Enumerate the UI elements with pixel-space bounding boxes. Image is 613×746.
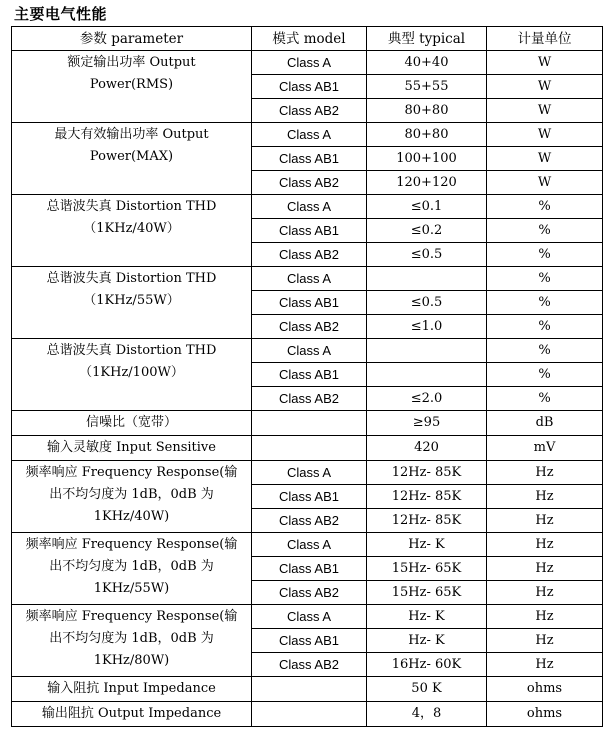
mode-cell: Class AB2 [252,315,367,339]
unit-cell: % [487,339,603,363]
mode-cell: Class AB1 [252,485,367,509]
value-cell: 15Hz- 65K [367,557,487,581]
header-unit: 计量单位 [487,27,603,51]
param-line: 额定输出功率 Output [67,55,196,70]
param-cell [12,605,252,677]
value-cell: 80+80 [367,123,487,147]
mode-cell: Class AB1 [252,147,367,171]
value-cell: Hz- K [367,629,487,653]
mode-cell: Class AB2 [252,581,367,605]
unit-cell: Hz [487,533,603,557]
param-cell [12,533,252,605]
param-cell [12,677,252,702]
unit-cell: Hz [487,461,603,485]
unit-cell: W [487,75,603,99]
param-line: （1KHz/55W） [83,293,180,308]
table-row [12,123,603,147]
param-line: （1KHz/40W） [83,221,180,236]
param-line: 最大有效输出功率 Output [54,127,209,142]
mode-cell: Class A [252,267,367,291]
value-cell: Hz- K [367,533,487,557]
param-cell [12,436,252,461]
table-row [12,195,603,219]
unit-cell: W [487,99,603,123]
mode-cell [252,677,367,702]
value-cell: ≥95 [367,411,487,436]
value-cell [367,267,487,291]
value-cell: ≤2.0 [367,387,487,411]
unit-cell: % [487,219,603,243]
param-line: 输出阻抗 Output Impedance [41,706,222,721]
param-line: Power(RMS) [89,77,174,92]
unit-cell: Hz [487,485,603,509]
unit-cell: mV [487,436,603,461]
param-line: 频率响应 Frequency Response(输 [25,465,238,480]
unit-cell: W [487,51,603,75]
param-line: Power(MAX) [89,149,174,164]
value-cell: Hz- K [367,605,487,629]
unit-cell: % [487,243,603,267]
param-line: 1KHz/40W) [93,509,170,524]
param-line: （1KHz/100W） [79,365,184,380]
unit-cell: % [487,291,603,315]
value-cell [367,339,487,363]
unit-cell: Hz [487,605,603,629]
mode-cell: Class AB1 [252,363,367,387]
unit-cell: dB [487,411,603,436]
mode-cell: Class A [252,605,367,629]
unit-cell: Hz [487,557,603,581]
mode-cell: Class A [252,123,367,147]
param-cell [12,51,252,123]
value-cell: 12Hz- 85K [367,509,487,533]
mode-cell [252,436,367,461]
value-cell: 16Hz- 60K [367,653,487,677]
param-line: 频率响应 Frequency Response(输 [25,609,238,624]
mode-cell: Class A [252,339,367,363]
value-cell [367,363,487,387]
mode-cell: Class AB2 [252,99,367,123]
value-cell: ≤0.5 [367,243,487,267]
header-model: 模式 model [252,27,367,51]
value-cell: 12Hz- 85K [367,485,487,509]
param-line: 总谐波失真 Distortion THD [46,199,217,214]
header-param: 参数 parameter [12,27,252,51]
param-cell [12,339,252,411]
param-line: 输入灵敏度 Input Sensitive [47,440,216,455]
mode-cell: Class AB1 [252,557,367,581]
mode-cell: Class AB1 [252,75,367,99]
value-cell: ≤0.5 [367,291,487,315]
value-cell: 100+100 [367,147,487,171]
header-row [12,27,603,51]
unit-cell: W [487,123,603,147]
unit-cell: % [487,195,603,219]
mode-cell: Class A [252,51,367,75]
table-row [12,533,603,557]
value-cell: 80+80 [367,99,487,123]
value-cell: 12Hz- 85K [367,461,487,485]
value-cell: 40+40 [367,51,487,75]
unit-cell: Hz [487,653,603,677]
unit-cell: ohms [487,702,603,727]
mode-cell: Class AB2 [252,509,367,533]
unit-cell: ohms [487,677,603,702]
mode-cell: Class A [252,195,367,219]
param-cell [12,411,252,436]
param-cell [12,702,252,727]
mode-cell: Class A [252,533,367,557]
value-cell: 50 K [367,677,487,702]
unit-cell: Hz [487,629,603,653]
value-cell: ≤1.0 [367,315,487,339]
value-cell: 55+55 [367,75,487,99]
param-cell [12,267,252,339]
value-cell: 15Hz- 65K [367,581,487,605]
mode-cell: Class AB1 [252,629,367,653]
param-cell [12,123,252,195]
unit-cell: % [487,387,603,411]
value-cell: ≤0.2 [367,219,487,243]
param-cell [12,461,252,533]
table-row [12,51,603,75]
section-title: 主要电气性能 [14,5,108,23]
value-cell: 4，8 [367,702,487,727]
mode-cell: Class AB1 [252,291,367,315]
mode-cell: Class AB2 [252,171,367,195]
mode-cell: Class AB2 [252,243,367,267]
table-row [12,461,603,485]
unit-cell: W [487,171,603,195]
param-line: 信噪比（宽带） [85,415,177,430]
table-row [12,339,603,363]
table-row [12,436,603,461]
table-row [12,411,603,436]
unit-cell: % [487,363,603,387]
param-line: 1KHz/55W) [93,581,170,596]
table-row [12,267,603,291]
param-line: 出不均匀度为 1dB，0dB 为 [49,559,214,574]
table-row [12,677,603,702]
value-cell: 120+120 [367,171,487,195]
param-line: 总谐波失真 Distortion THD [46,343,217,358]
param-line: 1KHz/80W) [93,653,170,668]
value-cell: ≤0.1 [367,195,487,219]
header-typical: 典型 typical [367,27,487,51]
unit-cell: W [487,147,603,171]
unit-cell: Hz [487,581,603,605]
spec-table [11,26,603,727]
param-line: 输入阻抗 Input Impedance [47,681,216,696]
mode-cell: Class AB1 [252,219,367,243]
mode-cell [252,702,367,727]
unit-cell: % [487,267,603,291]
mode-cell: Class A [252,461,367,485]
mode-cell: Class AB2 [252,653,367,677]
table-row [12,702,603,727]
mode-cell [252,411,367,436]
mode-cell: Class AB2 [252,387,367,411]
param-line: 频率响应 Frequency Response(输 [25,537,238,552]
unit-cell: % [487,315,603,339]
param-line: 出不均匀度为 1dB，0dB 为 [49,487,214,502]
param-line: 总谐波失真 Distortion THD [46,271,217,286]
value-cell: 420 [367,436,487,461]
table-row [12,605,603,629]
param-cell [12,195,252,267]
param-line: 出不均匀度为 1dB，0dB 为 [49,631,214,646]
unit-cell: Hz [487,509,603,533]
